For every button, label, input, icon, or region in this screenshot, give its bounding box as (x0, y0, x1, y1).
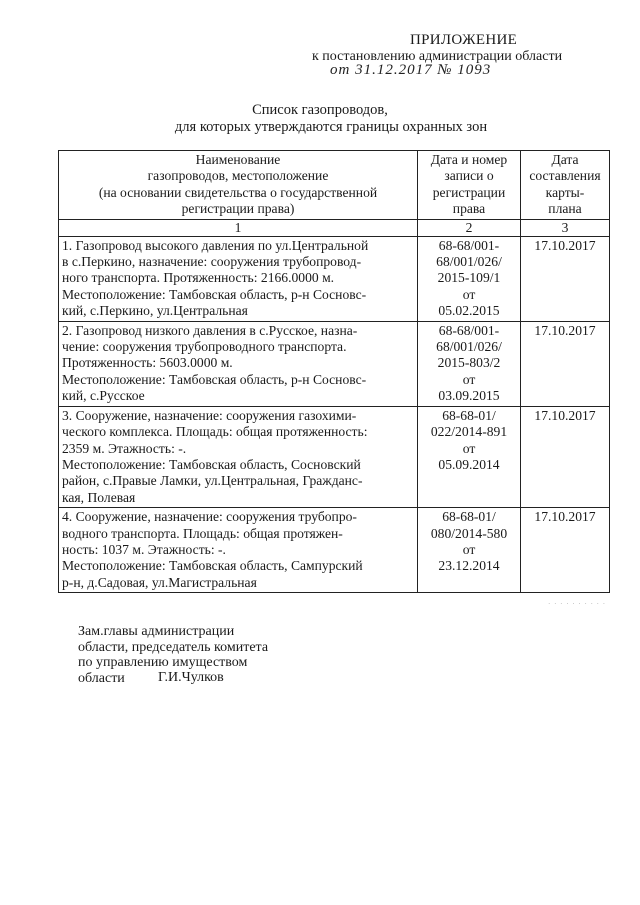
table-row (59, 321, 610, 406)
registration-cell: 68-68/001- 68/001/026/ 2015-109/1 от 05.02.2015 (418, 236, 521, 321)
registration-cell: 68-68/001- 68/001/026/ 2015-803/2 от 03.09.2015 (418, 321, 521, 406)
table-row (59, 508, 610, 593)
registration-cell: 68-68-01/ 022/2014-891 от 05.09.2014 (418, 406, 521, 507)
column-number: 3 (521, 219, 610, 236)
plan-date-cell: 17.10.2017 (521, 508, 610, 593)
signer-position-line: области, председатель комитета (78, 639, 269, 655)
signature-block (78, 624, 268, 686)
plan-date-cell: 17.10.2017 (521, 321, 610, 406)
header-plan-date: Дата составления карты- плана (521, 151, 610, 220)
pipeline-name-cell: 1. Газопровод высокого давления по ул.Центральной в с.Перкино, назначение: сооружения трубопровод- ного транспорта. Протяженность: 2166.0000 м. Местоположение: Тамбовская область, р-н Сосновс- кий, с.Перкино, ул.Центральная (59, 236, 418, 321)
header-name: Наименование газопроводов, местоположение (на основании свидетельства о государственной регистрации права) (59, 151, 418, 220)
appendix-title: ПРИЛОЖЕНИЕ (410, 32, 518, 48)
appendix-reference: к постановлению администрации области (312, 49, 563, 64)
column-number: 2 (418, 219, 521, 236)
table-row (59, 406, 610, 507)
signer-position-line: области (78, 670, 125, 686)
header-registration: Дата и номер записи о регистрации права (418, 151, 521, 220)
pipeline-name-cell: 4. Сооружение, назначение: сооружения трубопро- водного транспорта. Площадь: общая протяжен- ность: 1037 м. Этажность: -. Местоположение: Тамбовская область, Сампурский р-н, д.Садовая, ул.Магистральная (59, 508, 418, 593)
table-row (59, 236, 610, 321)
pipelines-table (58, 150, 610, 593)
column-number-row (59, 219, 610, 236)
plan-date-cell: 17.10.2017 (521, 236, 610, 321)
handwritten-date-number: от 31.12.2017 № 1093 (330, 62, 492, 78)
signer-position-line: по управлению имуществом (78, 655, 248, 670)
document-title-line1: Список газопроводов, (252, 102, 388, 118)
pipeline-name-cell: 2. Газопровод низкого давления в с.Русское, назна- чение: сооружения трубопроводного транспорта. Протяженность: 5603.0000 м. Местоположение: Тамбовская область, р-н Сосновс- кий, с.Русское (59, 321, 418, 406)
document-title-line2: для которых утверждаются границы охранных зон (174, 119, 488, 135)
faint-scan-mark: · · · · · · · · · · (548, 600, 607, 608)
table-header-row (59, 151, 610, 220)
document-title (0, 102, 640, 136)
plan-date-cell: 17.10.2017 (521, 406, 610, 507)
signer-position-line: Зам.главы администрации (78, 624, 235, 639)
signer-name: Г.И.Чулков (158, 670, 224, 685)
pipeline-name-cell: 3. Сооружение, назначение: сооружения газохими- ческого комплекса. Площадь: общая протяженность: 2359 м. Этажность: -. Местоположение: Тамбовская область, Сосновский район, с.Правые Ламки, ул.Центральная, Гражданс- кая, Полевая (59, 406, 418, 507)
column-number: 1 (59, 219, 418, 236)
registration-cell: 68-68-01/ 080/2014-580 от 23.12.2014 (418, 508, 521, 593)
